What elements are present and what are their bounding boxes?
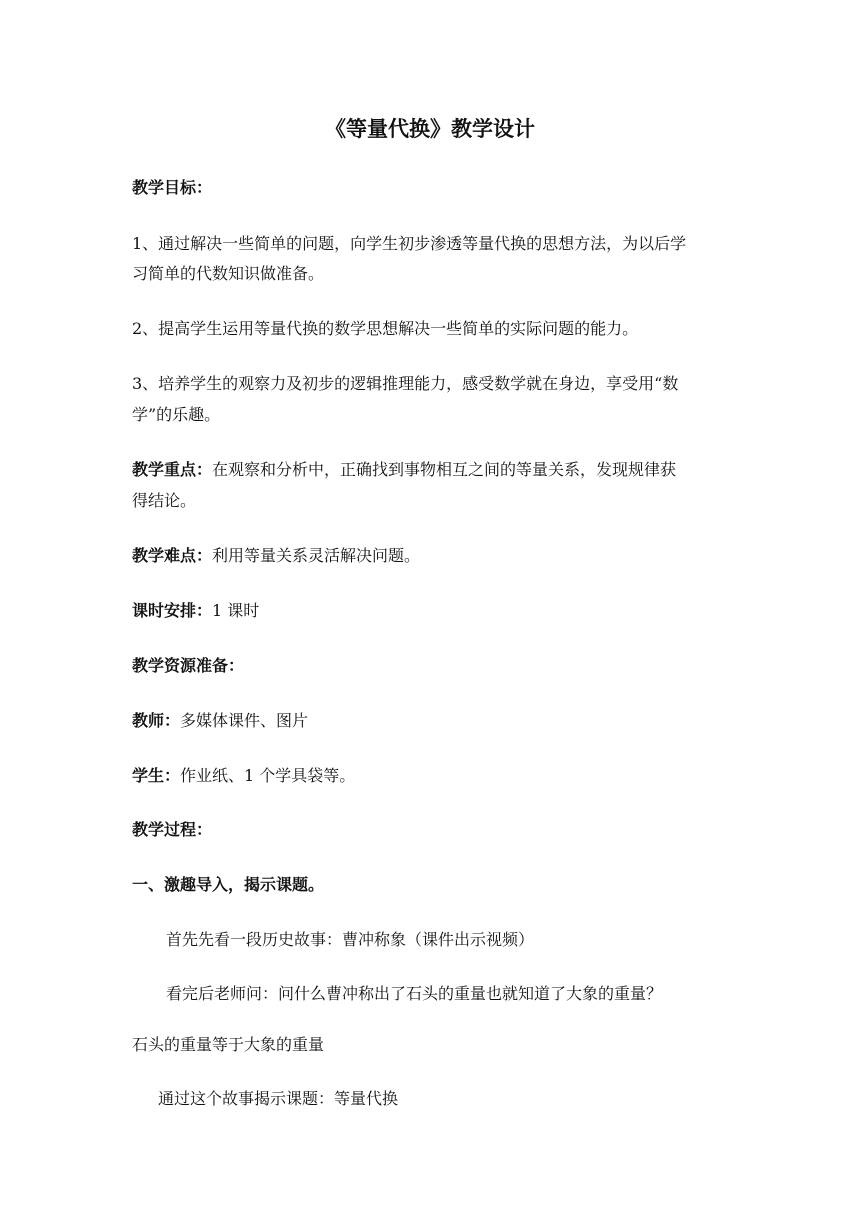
paragraph-3: 石头的重量等于大象的重量 <box>132 1035 325 1054</box>
key-point-label: 教学重点： <box>132 460 213 479</box>
schedule-label: 课时安排： <box>132 601 213 620</box>
paragraph-1: 首先先看一段历史故事：曹冲称象（课件出示视频） <box>166 930 535 949</box>
difficulty-line <box>132 546 420 566</box>
objective-3-line2: 学”的乐趣。 <box>132 405 221 424</box>
process-heading: 教学过程： <box>132 820 213 839</box>
key-point-line1 <box>132 460 676 480</box>
objectives-heading: 教学目标： <box>132 178 213 197</box>
student-label: 学生： <box>132 766 181 785</box>
teacher-label: 教师： <box>132 711 181 730</box>
objective-3-line1: 3、培养学生的观察力及初步的逻辑推理能力，感受数学就在身边，享受用“数 <box>132 374 679 393</box>
student-text: 作业纸、1 个学具袋等。 <box>180 766 356 785</box>
section-1-heading: 一、激趣导入，揭示课题。 <box>132 875 325 894</box>
paragraph-2: 看完后老师问：问什么曹冲称出了石头的重量也就知道了大象的重量？ <box>166 984 663 1003</box>
key-point-text: 在观察和分析中，正确找到事物相互之间的等量关系，发现规律获 <box>212 460 677 479</box>
schedule-line <box>132 601 259 621</box>
resources-heading: 教学资源准备： <box>132 656 245 675</box>
student-line <box>132 766 355 786</box>
schedule-text: 1 课时 <box>212 601 260 620</box>
objective-1-line2: 习简单的代数知识做准备。 <box>132 264 325 283</box>
teacher-text: 多媒体课件、图片 <box>180 711 309 730</box>
difficulty-label: 教学难点： <box>132 546 213 565</box>
document-title: 《等量代换》教学设计 <box>325 116 535 141</box>
paragraph-4: 通过这个故事揭示课题：等量代换 <box>158 1089 399 1108</box>
difficulty-text: 利用等量关系灵活解决问题。 <box>212 546 421 565</box>
objective-1-line1: 1、通过解决一些简单的问题，向学生初步渗透等量代换的思想方法，为以后学 <box>132 234 687 253</box>
teacher-line <box>132 711 308 731</box>
objective-2: 2、提高学生运用等量代换的数学思想解决一些简单的实际问题的能力。 <box>132 319 639 338</box>
key-point-line2: 得结论。 <box>132 491 197 510</box>
